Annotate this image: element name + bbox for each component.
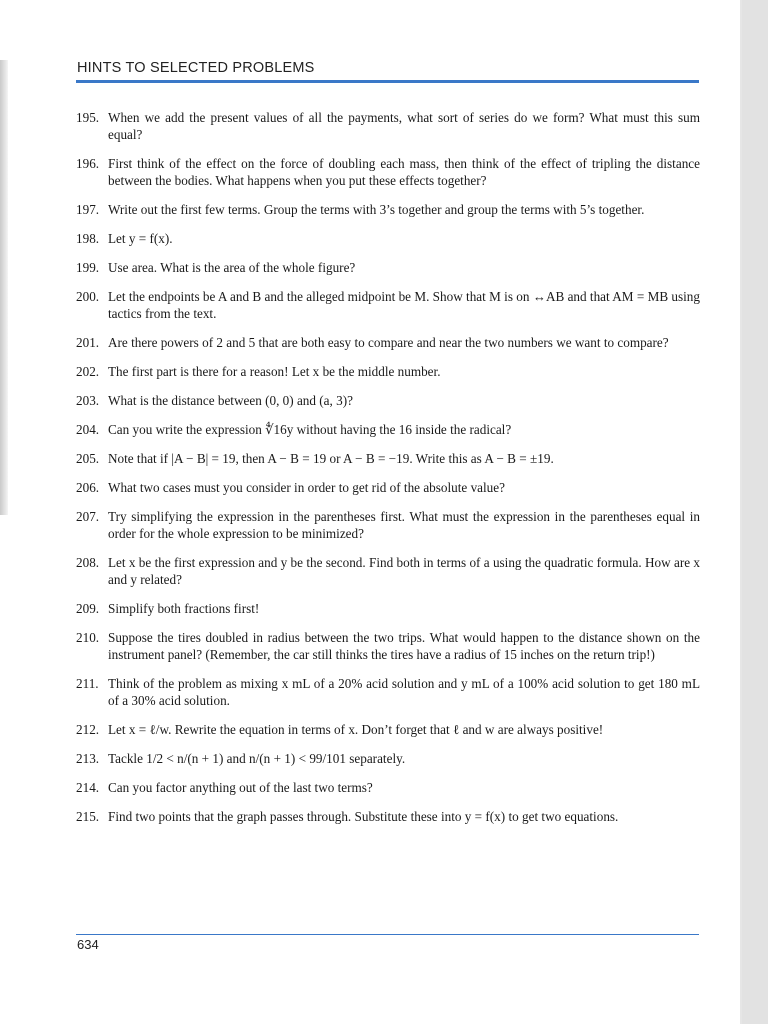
- hint-text: When we add the present values of all the payments, what sort of series do we form? What must this sum equal?: [108, 110, 700, 142]
- header-rule: [76, 80, 699, 83]
- hint-number: 196.: [76, 156, 100, 171]
- hint-text: What is the distance between (0, 0) and (a, 3)?: [108, 393, 353, 408]
- hint-item: [76, 479, 700, 496]
- page-number: 634: [77, 937, 99, 952]
- hint-item: [76, 363, 700, 380]
- footer-rule: [76, 934, 699, 935]
- hint-item: [76, 288, 700, 322]
- hint-text: Tackle 1/2 < n/(n + 1) and n/(n + 1) < 99/101 separately.: [108, 751, 406, 766]
- hint-number: 203.: [76, 393, 100, 408]
- hint-item: [76, 629, 700, 663]
- hint-text: Let x = ℓ/w. Rewrite the equation in terms of x. Don’t forget that ℓ and w are always positive!: [108, 722, 604, 737]
- hint-item: [76, 508, 700, 542]
- hint-item: [76, 554, 700, 588]
- hint-number: 206.: [76, 480, 100, 495]
- hint-item: [76, 675, 700, 709]
- hint-item: [76, 109, 700, 143]
- hints-list: [76, 109, 700, 837]
- hint-item: [76, 450, 700, 467]
- binding-shadow: [0, 60, 8, 515]
- hint-text: Let the endpoints be A and B and the alleged midpoint be M. Show that M is on ↔AB and that AM = MB using tactics from the text.: [108, 289, 700, 321]
- hint-text: Can you write the expression ∜16y without having the 16 inside the radical?: [108, 422, 512, 437]
- hint-text: Find two points that the graph passes through. Substitute these into y = f(x) to get two equations.: [108, 809, 619, 824]
- hint-text: Try simplifying the expression in the parentheses first. What must the expression in the parentheses equal in order for the whole expression to be minimized?: [108, 509, 700, 541]
- hint-item: [76, 334, 700, 351]
- hint-text: What two cases must you consider in order to get rid of the absolute value?: [108, 480, 505, 495]
- hint-text: Let y = f(x).: [108, 231, 173, 246]
- hint-item: [76, 155, 700, 189]
- hint-number: 200.: [76, 289, 100, 304]
- hint-item: [76, 230, 700, 247]
- running-header: HINTS TO SELECTED PROBLEMS: [77, 60, 315, 76]
- hint-number: 202.: [76, 364, 100, 379]
- hint-item: [76, 259, 700, 276]
- hint-number: 197.: [76, 202, 100, 217]
- hint-number: 212.: [76, 722, 100, 737]
- hint-item: [76, 750, 700, 767]
- hint-text: Can you factor anything out of the last two terms?: [108, 780, 373, 795]
- scan-edge: [742, 0, 768, 1024]
- hint-number: 195.: [76, 110, 100, 125]
- hint-number: 209.: [76, 601, 100, 616]
- hint-number: 210.: [76, 630, 100, 645]
- hint-number: 201.: [76, 335, 100, 350]
- hint-number: 205.: [76, 451, 100, 466]
- hint-item: [76, 808, 700, 825]
- hint-text: Think of the problem as mixing x mL of a 20% acid solution and y mL of a 100% acid solution to get 180 mL of a 30% acid solution.: [108, 676, 700, 708]
- hint-item: [76, 421, 700, 438]
- hint-number: 211.: [76, 676, 99, 691]
- hint-text: Are there powers of 2 and 5 that are both easy to compare and near the two numbers we want to compare?: [108, 335, 669, 350]
- hint-text: Suppose the tires doubled in radius between the two trips. What would happen to the distance shown on the instrument panel? (Remember, the car still thinks the tires have a radius of 15 inches on the return trip!): [108, 630, 700, 662]
- hint-text: Use area. What is the area of the whole figure?: [108, 260, 356, 275]
- hint-text: Simplify both fractions first!: [108, 601, 260, 616]
- hint-item: [76, 201, 700, 218]
- hint-number: 198.: [76, 231, 100, 246]
- hint-text: Note that if |A − B| = 19, then A − B = 19 or A − B = −19. Write this as A − B = ±19.: [108, 451, 554, 466]
- hint-number: 214.: [76, 780, 100, 795]
- hint-number: 207.: [76, 509, 100, 524]
- hint-number: 213.: [76, 751, 100, 766]
- hint-text: First think of the effect on the force of doubling each mass, then think of the effect of tripling the distance between the bodies. What happens when you put these effects together?: [108, 156, 700, 188]
- hint-number: 204.: [76, 422, 100, 437]
- hint-number: 215.: [76, 809, 100, 824]
- hint-item: [76, 779, 700, 796]
- hint-number: 199.: [76, 260, 100, 275]
- hint-item: [76, 721, 700, 738]
- hint-item: [76, 600, 700, 617]
- hint-text: Write out the first few terms. Group the terms with 3’s together and group the terms with 5’s together.: [108, 202, 645, 217]
- hint-text: Let x be the first expression and y be the second. Find both in terms of a using the quadratic formula. How are x and y related?: [108, 555, 700, 587]
- hint-number: 208.: [76, 555, 100, 570]
- hint-item: [76, 392, 700, 409]
- hint-text: The first part is there for a reason! Let x be the middle number.: [108, 364, 441, 379]
